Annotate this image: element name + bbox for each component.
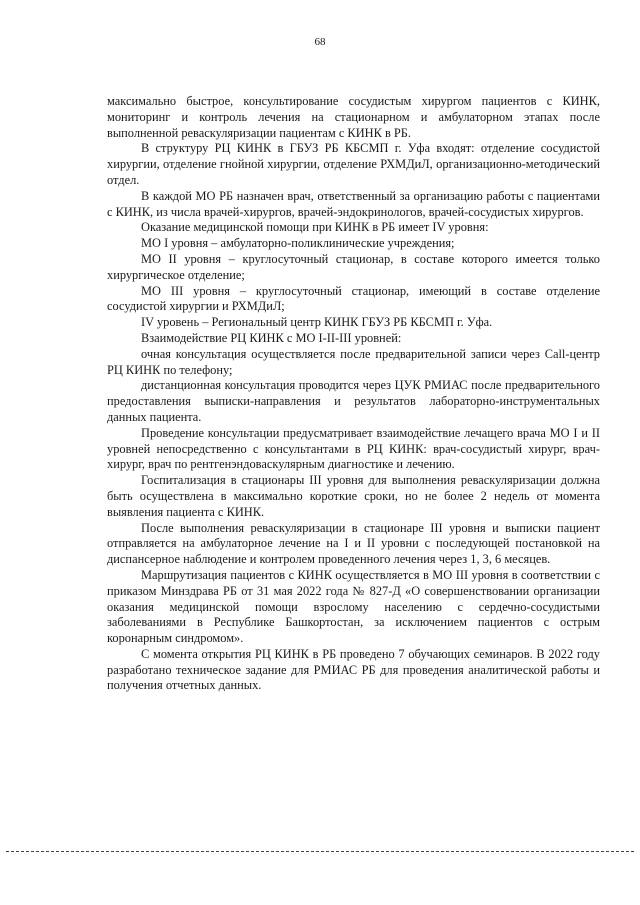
paragraph-13: Госпитализация в стационары III уровня для выполнения реваскуляризации должна быть осуществлена в максимально короткие сроки, но не более 2 недель от момента выявления пациента с КИНК. bbox=[107, 473, 600, 519]
paragraph-4: Оказание медицинской помощи при КИНК в РБ имеет IV уровня: bbox=[141, 220, 489, 235]
paragraph-9: Взаимодействие РЦ КИНК с МО I-II-III уровней: bbox=[141, 330, 402, 345]
paragraph-1: максимально быстрое, консультирование сосудистым хирургом пациентов с КИНК, мониторинг и контроль лечения на стационарном и амбулаторном этапах после выполненной реваскуляризации пациентам с КИНК в РБ. bbox=[107, 94, 600, 140]
paragraph-5: МО I уровня – амбулаторно-поликлинические учреждения; bbox=[141, 236, 455, 251]
page-bottom-divider bbox=[6, 851, 634, 852]
paragraph-12: Проведение консультации предусматривает взаимодействие лечащего врача МО I и II уровней непосредственно с консультантами в РЦ КИНК: врач-сосудистый хирург, врач-хирург, врач по рентгенэндоваскулярным диагностике и лечению. bbox=[107, 425, 600, 472]
paragraph-11: дистанционная консультация проводится через ЦУК РМИАС после предварительного предоставления выписки-направления и результатов лабораторно-инструментальных данных пациента. bbox=[107, 378, 600, 424]
paragraph-7: МО III уровня – круглосуточный стационар, имеющий в составе отделение сосудистой хирургии и РХМДиЛ; bbox=[107, 283, 600, 314]
paragraph-8: IV уровень – Региональный центр КИНК ГБУЗ РБ КБСМП г. Уфа. bbox=[141, 315, 493, 330]
paragraph-3: В каждой МО РБ назначен врач, ответственный за организацию работы с пациентами с КИНК, из числа врачей-хирургов, врачей-эндокринологов, врачей-сосудистых хирургов. bbox=[107, 188, 600, 219]
paragraph-6: МО II уровня – круглосуточный стационар, в составе которого имеется только хирургическое отделение; bbox=[107, 251, 600, 282]
paragraph-14: После выполнения реваскуляризации в стационаре III уровня и выписки пациент отправляется на амбулаторное лечение на I и II уровни с последующей постановкой на диспансерное наблюдение и контролем проведенного лечения через 1, 3, 6 месяцев. bbox=[107, 520, 600, 567]
paragraph-15: Маршрутизация пациентов с КИНК осуществляется в МО III уровня в соответствии с приказом Минздрава РБ от 31 мая 2022 года № 827-Д «О совершенствовании организации оказания медицинской помощи взрослому населению с сердечно-сосудистыми заболеваниями в Республике Башкортостан, за исключением пациентов с острым коронарным синдромом». bbox=[107, 567, 600, 646]
document-body bbox=[107, 94, 600, 694]
paragraph-16: С момента открытия РЦ КИНК в РБ проведено 7 обучающих семинаров. В 2022 году разработано техническое задание для РМИАС РБ для проведения аналитической работы и получения отчетных данных. bbox=[107, 646, 600, 693]
paragraph-2: В структуру РЦ КИНК в ГБУЗ РБ КБСМП г. Уфа входят: отделение сосудистой хирургии, отделение гнойной хирургии, отделение РХМДиЛ, организационно-методический отдел. bbox=[107, 141, 600, 187]
paragraph-10: очная консультация осуществляется после предварительной записи через Call-центр РЦ КИНК по телефону; bbox=[107, 346, 600, 377]
page-number: 68 bbox=[314, 36, 326, 48]
